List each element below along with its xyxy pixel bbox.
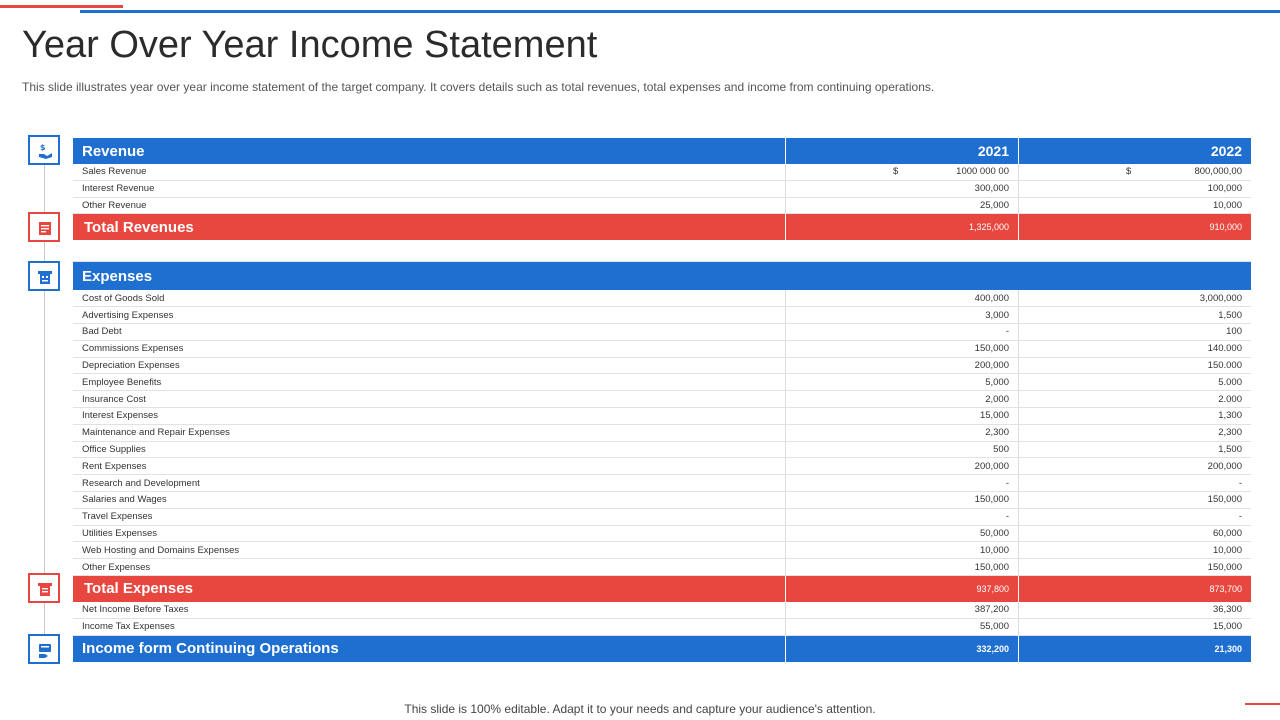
row-label: Rent Expenses <box>82 460 147 472</box>
register-icon <box>28 261 60 291</box>
value-2021 <box>785 164 1018 180</box>
value-2021: 10,000 <box>785 542 1018 558</box>
table-row <box>73 492 1251 509</box>
money-hand-icon <box>28 135 60 165</box>
value-2021: 3,000 <box>785 307 1018 323</box>
top-blue-accent <box>80 10 1280 13</box>
currency-symbol: $ <box>1126 166 1132 178</box>
value-2022: - <box>1018 509 1251 525</box>
row-label: Income Tax Expenses <box>82 621 175 633</box>
value-2021: 300,000 <box>785 181 1018 197</box>
row-label: Insurance Cost <box>82 393 146 405</box>
table-row <box>73 619 1251 636</box>
expense-rows <box>73 290 1251 576</box>
table-row <box>73 341 1251 358</box>
row-label: Net Income Before Taxes <box>82 604 189 616</box>
table-row <box>73 374 1251 391</box>
table-row <box>73 559 1251 576</box>
row-label: Sales Revenue <box>82 166 147 178</box>
table-row <box>73 290 1251 307</box>
value-2021: 5,000 <box>785 374 1018 390</box>
value-2022: 5.000 <box>1018 374 1251 390</box>
row-label: Research and Development <box>82 477 200 489</box>
year-2021-header: 2021 <box>785 138 1018 164</box>
value-2021: 150,000 <box>785 559 1018 575</box>
value-2022: 2.000 <box>1018 391 1251 407</box>
value-2022: 200,000 <box>1018 458 1251 474</box>
footer-note: This slide is 100% editable. Adapt it to your needs and capture your audience's attention. <box>404 702 876 716</box>
table-row <box>73 324 1251 341</box>
value-2022: 150,000 <box>1018 559 1251 575</box>
table-row <box>73 602 1251 619</box>
value-2022: 1,300 <box>1018 408 1251 424</box>
row-label: Cost of Goods Sold <box>82 292 165 304</box>
table-row <box>73 458 1251 475</box>
table-row <box>73 526 1251 543</box>
row-label: Bad Debt <box>82 326 122 338</box>
card-hand-icon <box>28 634 60 664</box>
currency-symbol: $ <box>893 166 899 178</box>
value-text: 1000 000 00 <box>956 166 1009 178</box>
row-label: Depreciation Expenses <box>82 359 180 371</box>
row-label: Utilities Expenses <box>82 527 157 539</box>
total-expenses-2022: 873,700 <box>1018 576 1251 602</box>
table-row <box>73 425 1251 442</box>
expenses-header-cell <box>1018 262 1251 290</box>
value-2022: 3,000,000 <box>1018 290 1251 306</box>
value-2022: 36,300 <box>1018 602 1251 618</box>
value-2021: 2,000 <box>785 391 1018 407</box>
value-2021: 200,000 <box>785 358 1018 374</box>
expenses-header: Expenses <box>82 267 153 285</box>
row-label: Commissions Expenses <box>82 343 184 355</box>
value-2021: 200,000 <box>785 458 1018 474</box>
value-2022: - <box>1018 475 1251 491</box>
value-2022: 150.000 <box>1018 358 1251 374</box>
row-label: Office Supplies <box>82 443 146 455</box>
expenses-header-row <box>73 262 1251 290</box>
expense-receipt-icon <box>28 573 60 603</box>
row-label: Web Hosting and Domains Expenses <box>82 544 240 556</box>
income-continuing-2022: 21,300 <box>1018 636 1251 662</box>
value-2021: 500 <box>785 442 1018 458</box>
total-revenues-2022: 910,000 <box>1018 214 1251 240</box>
value-2022: 140.000 <box>1018 341 1251 357</box>
total-revenues-row <box>73 214 1251 240</box>
table-row <box>73 307 1251 324</box>
table-row <box>73 408 1251 425</box>
total-revenues-2021: 1,325,000 <box>785 214 1018 240</box>
income-statement-table <box>73 138 1251 662</box>
bottom-red-accent <box>1245 703 1280 705</box>
value-2022: 2,300 <box>1018 425 1251 441</box>
value-2022: 1,500 <box>1018 307 1251 323</box>
value-2021: 2,300 <box>785 425 1018 441</box>
total-expenses-2021: 937,800 <box>785 576 1018 602</box>
revenue-header-row <box>73 138 1251 164</box>
year-2022-header: 2022 <box>1018 138 1251 164</box>
value-2022: 150,000 <box>1018 492 1251 508</box>
total-expenses-row <box>73 576 1251 602</box>
value-2022: 15,000 <box>1018 619 1251 635</box>
value-2021: 400,000 <box>785 290 1018 306</box>
row-label: Advertising Expenses <box>82 309 174 321</box>
table-row <box>73 509 1251 526</box>
income-continuing-label: Income form Continuing Operations <box>82 640 339 658</box>
table-row <box>73 442 1251 459</box>
value-2022: 60,000 <box>1018 526 1251 542</box>
value-2021: 50,000 <box>785 526 1018 542</box>
expenses-header-cell <box>785 262 1018 290</box>
row-label: Other Revenue <box>82 199 147 211</box>
value-2022: 1,500 <box>1018 442 1251 458</box>
row-label: Maintenance and Repair Expenses <box>82 427 230 439</box>
value-2021: - <box>785 475 1018 491</box>
total-revenues-label: Total Revenues <box>84 218 194 236</box>
top-red-accent <box>0 5 123 8</box>
income-continuing-operations-row <box>73 636 1251 662</box>
value-2022: 10,000 <box>1018 542 1251 558</box>
income-continuing-2021: 332,200 <box>785 636 1018 662</box>
total-expenses-label: Total Expenses <box>84 580 193 598</box>
value-2021: - <box>785 509 1018 525</box>
receipt-icon <box>28 212 60 242</box>
table-row <box>73 475 1251 492</box>
row-label: Interest Revenue <box>82 183 155 195</box>
page-title: Year Over Year Income Statement <box>22 24 598 66</box>
value-2021: 150,000 <box>785 341 1018 357</box>
value-2021: 150,000 <box>785 492 1018 508</box>
value-2022: 100,000 <box>1018 181 1251 197</box>
row-label: Interest Expenses <box>82 410 159 422</box>
value-2021: 15,000 <box>785 408 1018 424</box>
page-subtitle: This slide illustrates year over year income statement of the target company. It covers details such as total revenues, total expenses and income from continuing operations. <box>22 80 935 94</box>
value-2022: 10,000 <box>1018 198 1251 214</box>
row-label: Salaries and Wages <box>82 494 167 506</box>
value-2021: 25,000 <box>785 198 1018 214</box>
value-text: 800,000,00 <box>1194 166 1242 178</box>
value-2022: 100 <box>1018 324 1251 340</box>
row-label: Other Expenses <box>82 561 151 573</box>
table-row <box>73 181 1251 198</box>
table-row <box>73 164 1251 181</box>
value-2021: 387,200 <box>785 602 1018 618</box>
table-row <box>73 358 1251 375</box>
table-row <box>73 198 1251 215</box>
table-row <box>73 391 1251 408</box>
value-2022 <box>1018 164 1251 180</box>
row-label: Travel Expenses <box>82 511 153 523</box>
svg-text:$: $ <box>40 143 46 152</box>
revenue-header: Revenue <box>82 142 145 160</box>
row-label: Employee Benefits <box>82 376 162 388</box>
table-row <box>73 542 1251 559</box>
value-2021: 55,000 <box>785 619 1018 635</box>
value-2021: - <box>785 324 1018 340</box>
spacer-row <box>73 240 1251 262</box>
